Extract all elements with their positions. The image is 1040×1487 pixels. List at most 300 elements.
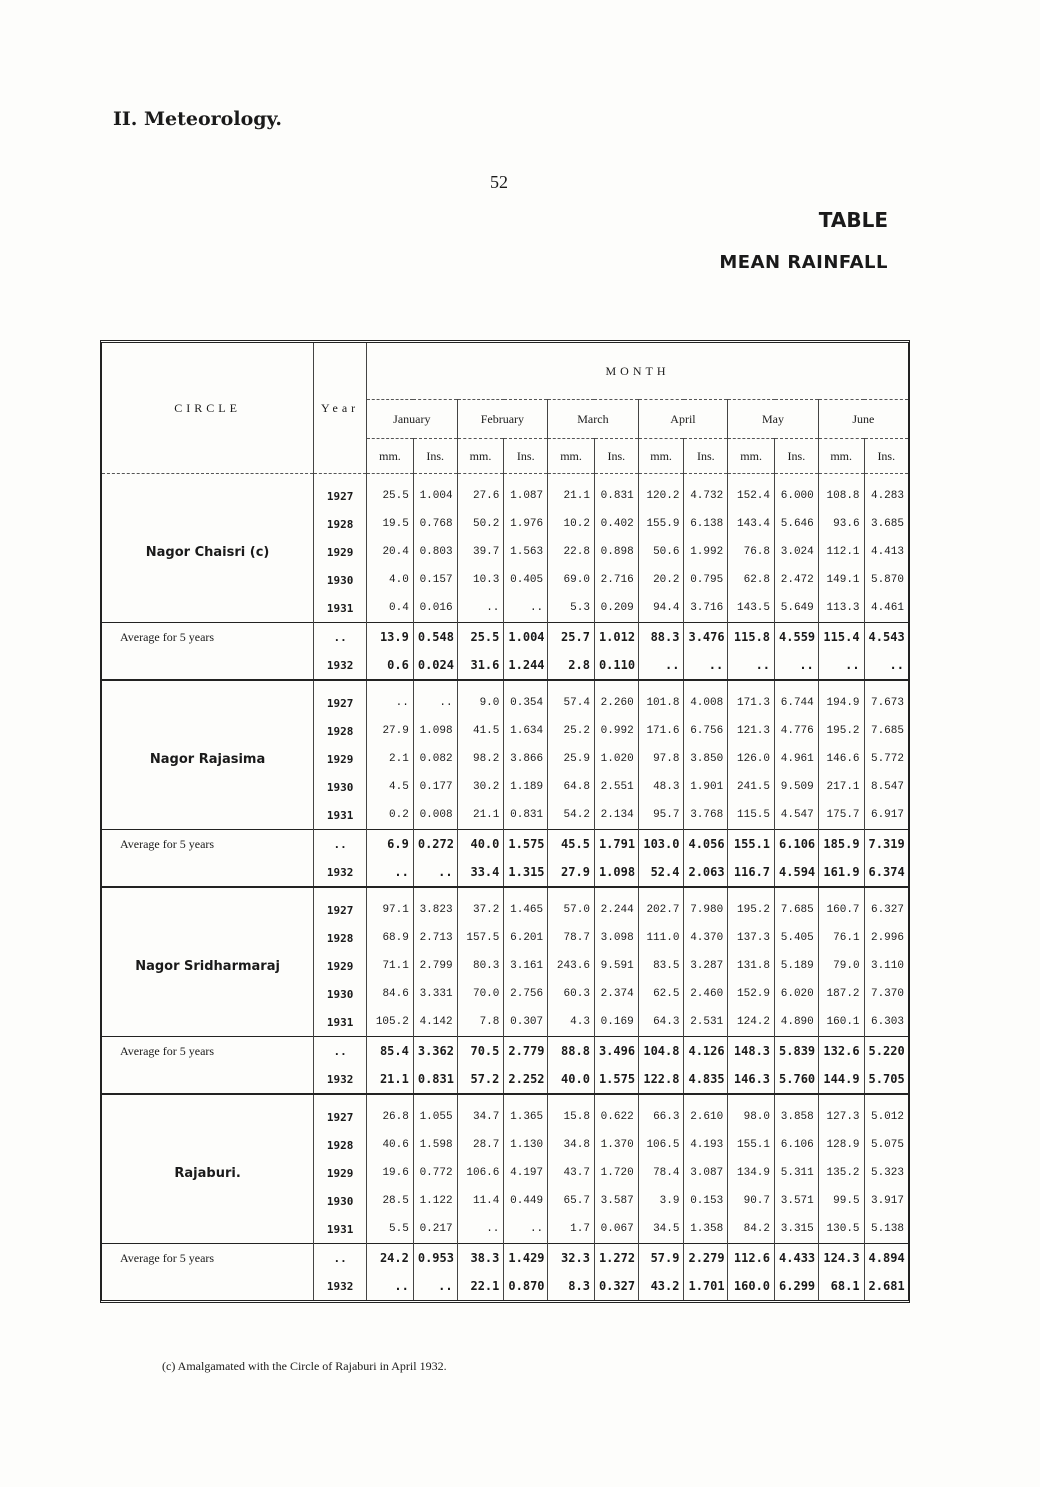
value-cell: 62.8 — [728, 566, 775, 594]
value-cell: 97.8 — [638, 745, 684, 773]
table-row — [102, 680, 908, 717]
value-cell: 76.8 — [728, 538, 775, 566]
value-cell: 0.831 — [594, 474, 638, 511]
value-cell: 194.9 — [818, 680, 864, 717]
year-cell: 1928 — [314, 924, 367, 952]
value-cell: 20.4 — [367, 538, 414, 566]
value-cell: 1.563 — [504, 538, 548, 566]
value-cell: 60.3 — [548, 980, 595, 1008]
value-cell: 93.6 — [818, 510, 864, 538]
circle-name: Nagor Rajasima — [149, 751, 266, 767]
value-cell: 79.0 — [818, 952, 864, 980]
value-cell: 97.1 — [367, 887, 414, 924]
unit-header: mm. — [548, 439, 595, 474]
value-cell: 127.3 — [818, 1094, 864, 1131]
latest-year-row — [102, 651, 908, 680]
value-cell: 4.142 — [413, 1008, 457, 1037]
value-cell: 6.374 — [864, 858, 908, 887]
latest-year-row — [102, 858, 908, 887]
value-cell: 90.7 — [728, 1187, 775, 1215]
unit-header: mm. — [728, 439, 775, 474]
circle-name: Nagor Chaisri (c) — [145, 544, 270, 560]
table-row — [102, 474, 908, 511]
rainfall-table-frame — [100, 340, 910, 1303]
value-cell: 2.756 — [504, 980, 548, 1008]
value-cell: 0.772 — [413, 1159, 457, 1187]
value-cell: 101.8 — [638, 680, 684, 717]
year-cell: 1928 — [314, 510, 367, 538]
value-cell: 2.996 — [864, 924, 908, 952]
value-cell: 34.7 — [457, 1094, 504, 1131]
value-cell: 5.138 — [864, 1215, 908, 1244]
value-cell: 11.4 — [457, 1187, 504, 1215]
value-cell: 3.917 — [864, 1187, 908, 1215]
value-cell: 37.2 — [457, 887, 504, 924]
value-cell: 0.831 — [413, 1065, 457, 1094]
value-cell: 4.547 — [775, 801, 819, 830]
value-cell: 5.323 — [864, 1159, 908, 1187]
month-header: MONTH — [367, 343, 908, 400]
year-cell: .. — [314, 830, 367, 859]
value-cell: 3.866 — [504, 745, 548, 773]
value-cell: 4.776 — [775, 717, 819, 745]
average-row — [102, 1037, 908, 1066]
value-cell: 113.3 — [818, 594, 864, 623]
circle-cell — [102, 887, 314, 1037]
value-cell: 6.106 — [775, 1131, 819, 1159]
blank-cell — [102, 858, 314, 887]
value-cell: 26.8 — [367, 1094, 414, 1131]
average-value-cell: 5.839 — [775, 1037, 819, 1066]
average-label: Average for 5 years — [102, 1037, 314, 1066]
value-cell: 21.1 — [548, 474, 595, 511]
value-cell: 4.008 — [684, 680, 728, 717]
value-cell: 5.405 — [775, 924, 819, 952]
average-value-cell: 1.012 — [594, 623, 638, 652]
average-value-cell: 4.559 — [775, 623, 819, 652]
value-cell: 84.6 — [367, 980, 414, 1008]
value-cell: 28.5 — [367, 1187, 414, 1215]
rainfall-table — [102, 343, 908, 1300]
value-cell: 9.0 — [457, 680, 504, 717]
value-cell: 1.004 — [413, 474, 457, 511]
average-value-cell: 25.5 — [457, 623, 504, 652]
average-value-cell: 7.319 — [864, 830, 908, 859]
average-value-cell: 85.4 — [367, 1037, 414, 1066]
value-cell: 95.7 — [638, 801, 684, 830]
value-cell: .. — [367, 1272, 414, 1300]
year-cell: 1929 — [314, 952, 367, 980]
value-cell: 3.685 — [864, 510, 908, 538]
average-value-cell: 4.433 — [775, 1244, 819, 1273]
average-value-cell: 1.791 — [594, 830, 638, 859]
value-cell: 149.1 — [818, 566, 864, 594]
value-cell: 99.5 — [818, 1187, 864, 1215]
value-cell: 2.460 — [684, 980, 728, 1008]
value-cell: 7.673 — [864, 680, 908, 717]
month-april: April — [638, 400, 728, 439]
value-cell: 0.016 — [413, 594, 457, 623]
month-january: January — [367, 400, 458, 439]
latest-year-row — [102, 1065, 908, 1094]
value-cell: 144.9 — [818, 1065, 864, 1094]
value-cell: 1.055 — [413, 1094, 457, 1131]
value-cell: 3.768 — [684, 801, 728, 830]
value-cell: 27.9 — [367, 717, 414, 745]
value-cell: 121.3 — [728, 717, 775, 745]
circle-cell — [102, 680, 314, 830]
value-cell: 57.2 — [457, 1065, 504, 1094]
value-cell: 3.315 — [775, 1215, 819, 1244]
value-cell: 195.2 — [728, 887, 775, 924]
value-cell: 0.169 — [594, 1008, 638, 1037]
year-cell: 1927 — [314, 887, 367, 924]
value-cell: 155.1 — [728, 1131, 775, 1159]
value-cell: 124.2 — [728, 1008, 775, 1037]
value-cell: 3.024 — [775, 538, 819, 566]
value-cell: 0.157 — [413, 566, 457, 594]
average-value-cell: 13.9 — [367, 623, 414, 652]
value-cell: 5.646 — [775, 510, 819, 538]
value-cell: 137.3 — [728, 924, 775, 952]
year-cell: 1928 — [314, 1131, 367, 1159]
value-cell: 155.9 — [638, 510, 684, 538]
unit-header: Ins. — [413, 439, 457, 474]
year-cell: 1932 — [314, 651, 367, 680]
value-cell: 41.5 — [457, 717, 504, 745]
value-cell: .. — [728, 651, 775, 680]
year-cell: .. — [314, 1244, 367, 1273]
value-cell: 54.2 — [548, 801, 595, 830]
value-cell: 2.472 — [775, 566, 819, 594]
value-cell: 4.461 — [864, 594, 908, 623]
value-cell: 64.3 — [638, 1008, 684, 1037]
value-cell: 0.402 — [594, 510, 638, 538]
value-cell: 8.547 — [864, 773, 908, 801]
value-cell: 98.2 — [457, 745, 504, 773]
year-cell: 1929 — [314, 538, 367, 566]
value-cell: 5.705 — [864, 1065, 908, 1094]
value-cell: 143.5 — [728, 594, 775, 623]
value-cell: 50.6 — [638, 538, 684, 566]
circle-cell — [102, 474, 314, 623]
value-cell: .. — [367, 680, 414, 717]
value-cell: 3.331 — [413, 980, 457, 1008]
value-cell: 2.260 — [594, 680, 638, 717]
average-value-cell: 0.953 — [413, 1244, 457, 1273]
value-cell: 71.1 — [367, 952, 414, 980]
value-cell: 1.634 — [504, 717, 548, 745]
value-cell: .. — [775, 651, 819, 680]
table-row — [102, 1094, 908, 1131]
value-cell: 22.1 — [457, 1272, 504, 1300]
average-value-cell: 38.3 — [457, 1244, 504, 1273]
value-cell: 6.327 — [864, 887, 908, 924]
value-cell: 195.2 — [818, 717, 864, 745]
circle-name: Nagor Sridharmaraj — [135, 958, 280, 974]
month-june: June — [818, 400, 908, 439]
value-cell: 131.8 — [728, 952, 775, 980]
value-cell: 52.4 — [638, 858, 684, 887]
average-value-cell: 45.5 — [548, 830, 595, 859]
value-cell: 202.7 — [638, 887, 684, 924]
page-number: 52 — [490, 172, 508, 192]
average-value-cell: 5.220 — [864, 1037, 908, 1066]
value-cell: 160.0 — [728, 1272, 775, 1300]
value-cell: 0.4 — [367, 594, 414, 623]
value-cell: 1.315 — [504, 858, 548, 887]
value-cell: 157.5 — [457, 924, 504, 952]
value-cell: 1.575 — [594, 1065, 638, 1094]
value-cell: 143.4 — [728, 510, 775, 538]
value-cell: 6.917 — [864, 801, 908, 830]
table-row — [102, 887, 908, 924]
average-value-cell: 115.4 — [818, 623, 864, 652]
value-cell: 120.2 — [638, 474, 684, 511]
value-cell: .. — [504, 1215, 548, 1244]
year-cell: 1930 — [314, 773, 367, 801]
value-cell: 0.024 — [413, 651, 457, 680]
value-cell: 19.5 — [367, 510, 414, 538]
value-cell: 64.8 — [548, 773, 595, 801]
value-cell: 111.0 — [638, 924, 684, 952]
value-cell: .. — [413, 1272, 457, 1300]
value-cell: 116.7 — [728, 858, 775, 887]
average-row — [102, 830, 908, 859]
value-cell: 1.244 — [504, 651, 548, 680]
unit-header: mm. — [457, 439, 504, 474]
value-cell: 1.701 — [684, 1272, 728, 1300]
average-value-cell: 185.9 — [818, 830, 864, 859]
value-cell: 146.6 — [818, 745, 864, 773]
value-cell: .. — [818, 651, 864, 680]
year-cell: 1932 — [314, 858, 367, 887]
blank-cell — [102, 651, 314, 680]
value-cell: 1.976 — [504, 510, 548, 538]
value-cell: 3.571 — [775, 1187, 819, 1215]
value-cell: 0.153 — [684, 1187, 728, 1215]
average-value-cell: 57.9 — [638, 1244, 684, 1273]
value-cell: 2.610 — [684, 1094, 728, 1131]
year-cell: 1931 — [314, 801, 367, 830]
value-cell: 94.4 — [638, 594, 684, 623]
value-cell: 3.087 — [684, 1159, 728, 1187]
value-cell: 1.122 — [413, 1187, 457, 1215]
month-may: May — [728, 400, 819, 439]
value-cell: 5.870 — [864, 566, 908, 594]
average-value-cell: 4.056 — [684, 830, 728, 859]
value-cell: 122.8 — [638, 1065, 684, 1094]
value-cell: 78.7 — [548, 924, 595, 952]
value-cell: 0.082 — [413, 745, 457, 773]
value-cell: 10.2 — [548, 510, 595, 538]
average-value-cell: 155.1 — [728, 830, 775, 859]
footnote: (c) Amalgamated with the Circle of Rajaburi in April 1932. — [162, 1359, 447, 1373]
value-cell: 43.2 — [638, 1272, 684, 1300]
year-cell: 1930 — [314, 1187, 367, 1215]
average-value-cell: 1.429 — [504, 1244, 548, 1273]
value-cell: 0.831 — [504, 801, 548, 830]
average-value-cell: 24.2 — [367, 1244, 414, 1273]
value-cell: .. — [638, 651, 684, 680]
value-cell: 6.299 — [775, 1272, 819, 1300]
average-value-cell: 2.279 — [684, 1244, 728, 1273]
value-cell: 1.189 — [504, 773, 548, 801]
value-cell: 2.716 — [594, 566, 638, 594]
value-cell: 134.9 — [728, 1159, 775, 1187]
value-cell: 152.9 — [728, 980, 775, 1008]
value-cell: 0.992 — [594, 717, 638, 745]
value-cell: 106.6 — [457, 1159, 504, 1187]
value-cell: 4.732 — [684, 474, 728, 511]
value-cell: 39.7 — [457, 538, 504, 566]
value-cell: 7.980 — [684, 887, 728, 924]
value-cell: 4.3 — [548, 1008, 595, 1037]
value-cell: 7.370 — [864, 980, 908, 1008]
value-cell: 68.9 — [367, 924, 414, 952]
value-cell: 130.5 — [818, 1215, 864, 1244]
value-cell: 31.6 — [457, 651, 504, 680]
value-cell: 0.898 — [594, 538, 638, 566]
value-cell: 98.0 — [728, 1094, 775, 1131]
value-cell: 5.772 — [864, 745, 908, 773]
year-cell: 1929 — [314, 745, 367, 773]
value-cell: 1.992 — [684, 538, 728, 566]
table-label: TABLE — [818, 208, 888, 232]
circle-header: CIRCLE — [102, 343, 314, 474]
average-value-cell: 40.0 — [457, 830, 504, 859]
value-cell: 3.098 — [594, 924, 638, 952]
value-cell: 2.374 — [594, 980, 638, 1008]
value-cell: 15.8 — [548, 1094, 595, 1131]
average-value-cell: 0.548 — [413, 623, 457, 652]
value-cell: 3.587 — [594, 1187, 638, 1215]
year-cell: .. — [314, 1037, 367, 1066]
unit-header: mm. — [818, 439, 864, 474]
value-cell: 1.370 — [594, 1131, 638, 1159]
value-cell: 19.6 — [367, 1159, 414, 1187]
value-cell: 5.075 — [864, 1131, 908, 1159]
value-cell: 3.716 — [684, 594, 728, 623]
value-cell: 5.649 — [775, 594, 819, 623]
average-value-cell: 32.3 — [548, 1244, 595, 1273]
value-cell: 2.713 — [413, 924, 457, 952]
year-cell: 1927 — [314, 680, 367, 717]
value-cell: 1.901 — [684, 773, 728, 801]
value-cell: 6.138 — [684, 510, 728, 538]
year-cell: 1927 — [314, 474, 367, 511]
average-row — [102, 623, 908, 652]
value-cell: 241.5 — [728, 773, 775, 801]
value-cell: 8.3 — [548, 1272, 595, 1300]
value-cell: 128.9 — [818, 1131, 864, 1159]
value-cell: 5.311 — [775, 1159, 819, 1187]
value-cell: 57.4 — [548, 680, 595, 717]
value-cell: 0.327 — [594, 1272, 638, 1300]
value-cell: 70.0 — [457, 980, 504, 1008]
value-cell: 2.244 — [594, 887, 638, 924]
value-cell: 126.0 — [728, 745, 775, 773]
value-cell: 3.850 — [684, 745, 728, 773]
value-cell: 2.681 — [864, 1272, 908, 1300]
unit-header: Ins. — [684, 439, 728, 474]
table-header — [102, 343, 908, 474]
value-cell: 3.9 — [638, 1187, 684, 1215]
average-value-cell: 88.3 — [638, 623, 684, 652]
year-cell: 1928 — [314, 717, 367, 745]
average-label: Average for 5 years — [102, 830, 314, 859]
value-cell: 4.835 — [684, 1065, 728, 1094]
value-cell: 175.7 — [818, 801, 864, 830]
value-cell: 0.622 — [594, 1094, 638, 1131]
value-cell: 1.598 — [413, 1131, 457, 1159]
value-cell: 0.067 — [594, 1215, 638, 1244]
section-title: II. Meteorology. — [113, 108, 282, 130]
value-cell: 68.1 — [818, 1272, 864, 1300]
value-cell: 21.1 — [457, 801, 504, 830]
value-cell: 33.4 — [457, 858, 504, 887]
average-value-cell: 112.6 — [728, 1244, 775, 1273]
value-cell: 1.358 — [684, 1215, 728, 1244]
value-cell: 21.1 — [367, 1065, 414, 1094]
value-cell: 0.803 — [413, 538, 457, 566]
value-cell: 50.2 — [457, 510, 504, 538]
unit-header: Ins. — [775, 439, 819, 474]
value-cell: 80.3 — [457, 952, 504, 980]
value-cell: 2.063 — [684, 858, 728, 887]
value-cell: 0.6 — [367, 651, 414, 680]
average-value-cell: 103.0 — [638, 830, 684, 859]
value-cell: 20.2 — [638, 566, 684, 594]
table-body — [102, 474, 908, 1301]
value-cell: 171.3 — [728, 680, 775, 717]
average-value-cell: 1.272 — [594, 1244, 638, 1273]
blank-cell — [102, 1272, 314, 1300]
value-cell: 0.307 — [504, 1008, 548, 1037]
year-cell: 1931 — [314, 1008, 367, 1037]
value-cell: 187.2 — [818, 980, 864, 1008]
value-cell: 1.7 — [548, 1215, 595, 1244]
average-value-cell: 70.5 — [457, 1037, 504, 1066]
value-cell: 0.2 — [367, 801, 414, 830]
value-cell: 78.4 — [638, 1159, 684, 1187]
value-cell: 5.3 — [548, 594, 595, 623]
value-cell: 3.110 — [864, 952, 908, 980]
value-cell: 0.405 — [504, 566, 548, 594]
value-cell: 3.161 — [504, 952, 548, 980]
value-cell: 1.720 — [594, 1159, 638, 1187]
value-cell: 7.8 — [457, 1008, 504, 1037]
value-cell: 0.354 — [504, 680, 548, 717]
value-cell: 0.768 — [413, 510, 457, 538]
value-cell: 40.0 — [548, 1065, 595, 1094]
value-cell: 9.591 — [594, 952, 638, 980]
average-value-cell: 6.106 — [775, 830, 819, 859]
value-cell: 5.760 — [775, 1065, 819, 1094]
value-cell: 2.8 — [548, 651, 595, 680]
value-cell: 160.7 — [818, 887, 864, 924]
unit-header: Ins. — [504, 439, 548, 474]
value-cell: 3.287 — [684, 952, 728, 980]
average-value-cell: 3.496 — [594, 1037, 638, 1066]
value-cell: 108.8 — [818, 474, 864, 511]
circle-name: Rajaburi. — [174, 1165, 241, 1181]
value-cell: 48.3 — [638, 773, 684, 801]
value-cell: 4.370 — [684, 924, 728, 952]
average-value-cell: 3.476 — [684, 623, 728, 652]
value-cell: 2.1 — [367, 745, 414, 773]
blank-cell — [102, 1065, 314, 1094]
